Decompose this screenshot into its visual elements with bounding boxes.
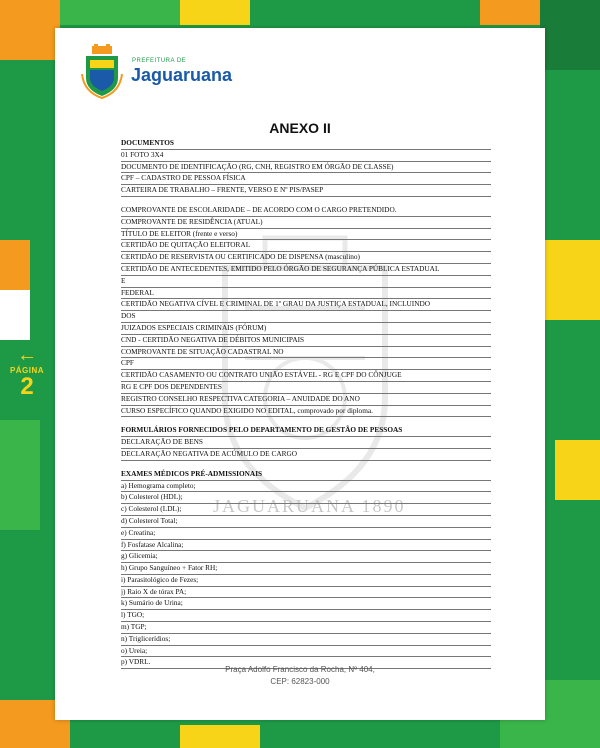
- decor-block: [545, 240, 600, 320]
- table-row: REGISTRO CONSELHO RESPECTIVA CATEGORIA – ANUIDADE DO ANO: [121, 394, 491, 406]
- table-row: o) Ureia;: [121, 646, 491, 658]
- table-row: CERTIDÃO DE RESERVISTA OU CERTIFICADO DE DISPENSA (masculino): [121, 252, 491, 264]
- city-emblem-icon: [80, 44, 124, 100]
- table-row: l) TGO;: [121, 610, 491, 622]
- table-row: DECLARAÇÃO DE BENS: [121, 437, 491, 449]
- logo: [80, 44, 260, 104]
- page-indicator[interactable]: [4, 346, 50, 399]
- footer-cep: CEP: 62823-000: [270, 677, 330, 686]
- table-row: CPF – CADASTRO DE PESSOA FÍSICA: [121, 173, 491, 185]
- decor-block: [0, 420, 40, 530]
- table-row: m) TGP;: [121, 622, 491, 634]
- decor-block: [555, 440, 600, 500]
- table-row: DOCUMENTO DE IDENTIFICAÇÃO (RG, CNH, REGISTRO EM ÓRGÃO DE CLASSE): [121, 162, 491, 174]
- arrow-left-icon[interactable]: ←: [17, 344, 37, 366]
- page-title: ANEXO II: [269, 120, 331, 136]
- table-row: e) Creatina;: [121, 528, 491, 540]
- decor-block: [0, 240, 30, 290]
- decor-block: [0, 290, 30, 340]
- table-row: d) Colesterol Total;: [121, 516, 491, 528]
- table-row: c) Colesterol (LDL);: [121, 504, 491, 516]
- decor-block: [0, 0, 60, 60]
- table-row: CND - CERTIDÃO NEGATIVA DE DÉBITOS MUNICIPAIS: [121, 335, 491, 347]
- section-header: FORMULÁRIOS FORNECIDOS PELO DEPARTAMENTO DE GESTÃO DE PESSOAS: [121, 425, 491, 437]
- table-row: CURSO ESPECÍFICO QUANDO EXIGIDO NO EDITAL, comprovado por diploma.: [121, 406, 491, 418]
- table-row: j) Raio X de tórax PA;: [121, 587, 491, 599]
- footer-address: Praça Adolfo Francisco da Rocha, Nº 404,: [225, 665, 375, 674]
- table-row: CERTIDÃO NEGATIVA CÍVEL E CRIMINAL DE 1º GRAU DA JUSTIÇA ESTADUAL, INCLUINDO: [121, 299, 491, 311]
- decor-block: [180, 725, 260, 748]
- document-table: [121, 138, 491, 669]
- table-row: a) Hemograma completo;: [121, 481, 491, 493]
- table-row: p) VDRL.: [121, 657, 491, 669]
- table-row: CERTIDÃO CASAMENTO OU CONTRATO UNIÃO ESTÁVEL - RG E CPF DO CÔNJUGE: [121, 370, 491, 382]
- decor-block: [180, 0, 250, 25]
- table-row: TÍTULO DE ELEITOR (frente e verso): [121, 229, 491, 241]
- table-row: DOS: [121, 311, 491, 323]
- watermark-text: JAGUARUANA 1890: [213, 496, 406, 516]
- table-row: E: [121, 276, 491, 288]
- logo-small-text: PREFEITURA DE: [132, 58, 187, 64]
- table-row: k) Sumário de Urina;: [121, 598, 491, 610]
- table-row: i) Parasitológico de Fezes;: [121, 575, 491, 587]
- table-row: b) Colesterol (HDL);: [121, 492, 491, 504]
- table-row: f) Fosfatase Alcalina;: [121, 540, 491, 552]
- table-row: n) Triglicerídios;: [121, 634, 491, 646]
- table-row: FEDERAL: [121, 288, 491, 300]
- decor-block: [540, 0, 600, 70]
- decor-block: [480, 0, 540, 25]
- table-row: RG E CPF DOS DEPENDENTES: [121, 382, 491, 394]
- decor-block: [60, 0, 180, 25]
- row-spacer: [121, 461, 491, 469]
- table-row: COMPROVANTE DE RESIDÊNCIA (ATUAL): [121, 217, 491, 229]
- table-row: DECLARAÇÃO NEGATIVA DE ACÚMULO DE CARGO: [121, 449, 491, 461]
- table-row: JUIZADOS ESPECIAIS CRIMINAIS (FÓRUM): [121, 323, 491, 335]
- table-row: h) Grupo Sanguíneo + Fator RH;: [121, 563, 491, 575]
- footer: [55, 664, 545, 688]
- table-row: COMPROVANTE DE SITUAÇÃO CADASTRAL NO: [121, 347, 491, 359]
- row-spacer: [121, 417, 491, 425]
- table-row: CERTIDÃO DE ANTECEDENTES, EMITIDO PELO ÓRGÃO DE SEGURANÇA PÚBLICA ESTADUAL: [121, 264, 491, 276]
- document-page: [55, 28, 545, 720]
- table-row: g) Glicemia;: [121, 551, 491, 563]
- page-number: 2: [20, 373, 34, 400]
- row-spacer: [121, 197, 491, 205]
- table-row: CERTIDÃO DE QUITAÇÃO ELEITORAL: [121, 240, 491, 252]
- table-row: 01 FOTO 3X4: [121, 150, 491, 162]
- section-header: DOCUMENTOS: [121, 138, 491, 150]
- page-label: PÁGINA: [9, 366, 45, 375]
- table-row: CARTEIRA DE TRABALHO – FRENTE, VERSO E Nº PIS/PASEP: [121, 185, 491, 197]
- table-row: COMPROVANTE DE ESCOLARIDADE – DE ACORDO COM O CARGO PRETENDIDO.: [121, 205, 491, 217]
- table-row: CPF: [121, 358, 491, 370]
- logo-name: Jaguaruana: [131, 65, 233, 85]
- section-header: EXAMES MÉDICOS PRÉ-ADMISSIONAIS: [121, 469, 491, 481]
